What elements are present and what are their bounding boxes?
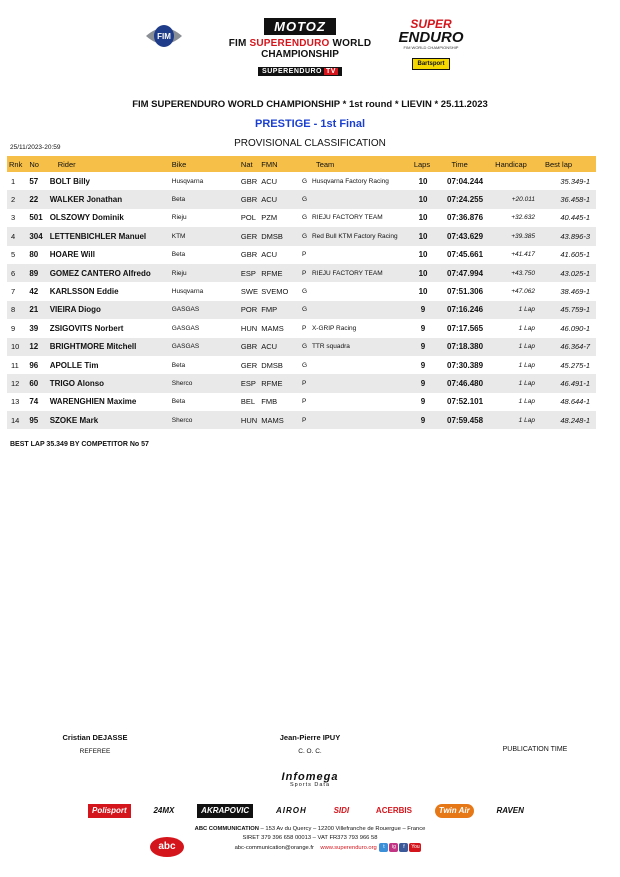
time-cell: 07:30.389 — [447, 360, 484, 370]
table-row — [7, 374, 596, 392]
rank-cell: 4 — [7, 227, 27, 245]
best-lap-cell: 46.090-1 — [560, 323, 590, 333]
team-cell — [300, 227, 412, 245]
sponsor-24mx: 24MX — [153, 806, 175, 815]
number-cell: 74 — [29, 397, 39, 407]
nat-cell: POR — [239, 301, 259, 319]
team-cell — [300, 172, 412, 190]
handicap-cell: +47.062 — [511, 288, 535, 296]
best-lap-cell: 43.896-3 — [537, 227, 596, 245]
bike-cell: KTM — [170, 227, 239, 245]
championship-brand — [200, 18, 400, 78]
category-letter: P — [301, 379, 307, 387]
laps-cell: 9 — [412, 374, 434, 392]
col-bike: Bike — [170, 156, 239, 172]
fmn-cell: ACU — [261, 176, 278, 186]
category-letter: P — [301, 416, 307, 424]
col-no: No — [27, 156, 47, 172]
bike-cell: GASGAS — [170, 301, 239, 319]
table-row — [7, 338, 596, 356]
sponsor-twin-air: Twin Air — [435, 804, 474, 818]
nat-cell: GER — [240, 360, 258, 370]
laps-cell: 9 — [412, 338, 434, 356]
rider-cell: WALKER Jonathan — [48, 190, 170, 208]
fmn-cell: RFME — [259, 374, 300, 392]
table-row — [7, 411, 596, 429]
handicap-cell: 1 Lap — [485, 411, 537, 429]
footer-line3 — [150, 843, 470, 853]
footer-company: ABC COMMUNICATION — [194, 826, 259, 832]
col-rnk: Rnk — [7, 156, 27, 172]
time-cell: 07:43.629 — [434, 227, 485, 245]
handicap-cell: 1 Lap — [485, 301, 537, 319]
team-cell — [300, 356, 412, 374]
category-letter: P — [301, 324, 307, 332]
table-row — [7, 282, 596, 300]
team-cell — [300, 190, 412, 208]
rider-cell: OLSZOWY Dominik — [49, 213, 124, 223]
rider-cell: BOLT Billy — [49, 176, 90, 186]
sponsor-sidi: SIDI — [333, 806, 350, 815]
rider-cell: KARLSSON Eddie — [49, 287, 119, 297]
number-cell: 12 — [27, 338, 47, 356]
fmn-cell: RFME — [259, 264, 300, 282]
referee-role: REFEREE — [79, 748, 111, 755]
rider-cell: SZOKE Mark — [48, 411, 170, 429]
fmn-cell: FMB — [261, 397, 278, 407]
time-cell: 07:51.306 — [447, 287, 484, 297]
bike-cell: Rieju — [170, 264, 239, 282]
number-cell: 95 — [27, 411, 47, 429]
rider-cell: GOMEZ CANTERO Alfredo — [48, 264, 170, 282]
rider-cell: HOARE Will — [49, 250, 95, 260]
team-name: Red Bull KTM Factory Racing — [311, 232, 398, 240]
bike-cell: Beta — [171, 251, 186, 259]
team-name: X-GRIP Racing — [311, 324, 357, 332]
bike-cell: Beta — [171, 398, 186, 406]
handicap-cell: +39.385 — [485, 227, 537, 245]
table-row — [7, 393, 596, 411]
rider-cell: VIEIRA Diogo — [48, 301, 170, 319]
publication-time: PUBLICATION TIME — [502, 746, 568, 753]
bike-cell: Sherco — [170, 374, 239, 392]
number-cell: 80 — [29, 250, 39, 260]
referee-name: Cristian DEJASSE — [62, 733, 128, 742]
handicap-cell: 1 Lap — [485, 374, 537, 392]
number-cell: 96 — [29, 360, 39, 370]
fmn-cell: SVEMO — [261, 287, 289, 297]
footer-line2: SIRET 379 396 658 00013 – VAT FR373 793 966 58 — [242, 835, 378, 841]
tv-tag-red: TV — [326, 68, 336, 75]
team-cell — [300, 282, 412, 300]
handicap-cell: 1 Lap — [518, 324, 535, 332]
nat-cell: GBR — [240, 250, 258, 260]
event-title: FIM SUPERENDURO WORLD CHAMPIONSHIP * 1st round * LIEVIN * 25.11.2023 — [132, 99, 488, 110]
laps-cell: 9 — [420, 397, 426, 407]
table-row — [7, 356, 596, 374]
footer-email[interactable]: abc-communication@orange.fr — [234, 845, 314, 852]
superenduro-logo — [398, 18, 464, 70]
laps-cell: 10 — [412, 227, 434, 245]
number-cell: 57 — [29, 176, 39, 186]
table-row — [7, 227, 596, 245]
rank-cell: 5 — [11, 250, 16, 260]
table-row — [7, 190, 596, 208]
bike-cell: Beta — [171, 361, 186, 369]
team-cell — [300, 338, 412, 356]
number-cell: 89 — [27, 264, 47, 282]
rank-cell: 10 — [7, 338, 27, 356]
nat-cell: GBR — [240, 176, 258, 186]
category-letter: G — [301, 343, 308, 351]
race-title: PRESTIGE - 1st Final — [254, 118, 366, 130]
bike-cell: Husqvarna — [171, 288, 204, 296]
category-letter: G — [301, 177, 308, 185]
handicap-cell: 1 Lap — [518, 361, 535, 369]
rank-cell: 1 — [11, 176, 16, 186]
team-cell — [300, 411, 412, 429]
se-logo-word1: SUPER — [410, 17, 452, 31]
rank-cell: 8 — [7, 301, 27, 319]
col-rider: Rider — [48, 156, 170, 172]
team-name: TTR squadra — [311, 343, 350, 351]
laps-cell: 9 — [420, 323, 426, 333]
sponsor-airoh: AIROH — [275, 806, 307, 815]
abc-logo: abc — [150, 837, 184, 857]
fmn-cell: DMSB — [259, 227, 300, 245]
handicap-cell: 1 Lap — [518, 398, 535, 406]
category-letter: P — [301, 398, 307, 406]
fim-logo-text: FIM — [157, 32, 171, 41]
best-lap-cell: 36.458-1 — [537, 190, 596, 208]
bike-cell: Beta — [170, 190, 239, 208]
best-lap-cell: 45.759-1 — [537, 301, 596, 319]
bartsport-logo: Bartsport — [412, 58, 449, 70]
team-name: Husqvarna Factory Racing — [311, 177, 389, 185]
category-letter: P — [301, 251, 307, 259]
laps-cell: 10 — [418, 250, 428, 260]
number-cell: 501 — [29, 213, 43, 223]
category-letter: G — [301, 306, 308, 314]
team-cell — [300, 264, 412, 282]
bike-cell: Husqvarna — [171, 177, 204, 185]
category-letter: P — [301, 269, 307, 277]
facebook-icon[interactable]: f — [399, 843, 408, 852]
laps-cell: 9 — [420, 360, 426, 370]
sponsor-akrapovic: AKRAPOVIC — [197, 804, 253, 818]
rank-cell: 7 — [11, 287, 16, 297]
tv-tag-text: SUPERENDURO — [262, 68, 322, 75]
classification-label: PROVISIONAL CLASSIFICATION — [234, 138, 386, 149]
time-cell: 07:04.244 — [447, 176, 484, 186]
handicap-cell — [485, 172, 537, 190]
fmn-cell: MAMS — [259, 411, 300, 429]
coc-name: Jean-Pierre IPUY — [279, 733, 341, 742]
superenduro-tv-logo — [258, 67, 342, 76]
rank-cell: 3 — [11, 213, 16, 223]
nat-cell: GBR — [239, 338, 259, 356]
rank-cell: 11 — [11, 360, 19, 370]
bike-cell: Rieju — [171, 214, 187, 222]
time-cell: 07:46.480 — [434, 374, 485, 392]
handicap-cell: 1 Lap — [485, 338, 537, 356]
handicap-cell: +41.417 — [511, 251, 535, 259]
col-handicap: Handicap — [485, 156, 537, 172]
number-cell: 21 — [27, 301, 47, 319]
nat-cell: GBR — [239, 190, 259, 208]
laps-cell: 9 — [412, 301, 434, 319]
rider-cell: BRIGHTMORE Mitchell — [48, 338, 170, 356]
se-logo-word3: FIM WORLD CHAMPIONSHIP — [403, 45, 459, 50]
se-logo-word2: ENDURO — [398, 29, 464, 46]
team-cell — [300, 393, 412, 411]
nat-cell: SWE — [240, 287, 259, 297]
number-cell: 42 — [29, 287, 39, 297]
nat-cell: ESP — [239, 264, 259, 282]
rider-cell: WARENGHIEN Maxime — [49, 397, 137, 407]
footer-address: – 153 Av du Quercy – 12200 Villefranche de Rouergue – France — [258, 826, 426, 832]
best-lap-cell: 48.644-1 — [560, 397, 590, 407]
handicap-cell: +20.011 — [485, 190, 537, 208]
time-cell: 07:17.565 — [447, 323, 484, 333]
col-team: Team — [300, 156, 412, 172]
table-row — [7, 246, 596, 264]
team-cell — [300, 374, 412, 392]
rank-cell: 13 — [11, 397, 20, 407]
coc-signature — [255, 733, 365, 755]
number-cell: 22 — [27, 190, 47, 208]
col-nat: Nat — [239, 156, 259, 172]
rank-cell: 9 — [11, 323, 16, 333]
nat-cell: BEL — [240, 397, 256, 407]
laps-cell: 10 — [412, 190, 434, 208]
brand-line2: CHAMPIONSHIP — [261, 49, 339, 60]
fmn-cell: ACU — [259, 190, 300, 208]
fmn-cell: MAMS — [261, 323, 284, 333]
number-cell: 304 — [27, 227, 47, 245]
sponsor-strip — [88, 803, 528, 819]
results-body — [7, 172, 596, 429]
team-cell — [300, 301, 412, 319]
sponsor-polisport: Polisport — [88, 804, 131, 818]
time-cell: 07:52.101 — [447, 397, 484, 407]
nat-cell: GER — [239, 227, 259, 245]
motoz-logo: MOTOZ — [264, 18, 336, 35]
referee-signature — [40, 733, 150, 755]
team-cell — [300, 319, 412, 337]
team-cell — [300, 246, 412, 264]
table-row — [7, 319, 596, 337]
laps-cell: 10 — [418, 213, 428, 223]
category-letter: G — [301, 196, 308, 204]
rider-cell: ZSIGOVITS Norbert — [49, 323, 124, 333]
results-table — [7, 156, 596, 429]
best-lap-cell: 46.364-7 — [537, 338, 596, 356]
laps-cell: 9 — [412, 411, 434, 429]
table-row — [7, 301, 596, 319]
infomega-name: Infomega — [281, 771, 339, 783]
table-row — [7, 172, 596, 190]
brand-line1-prefix: FIM — [228, 38, 250, 49]
best-lap-cell: 46.491-1 — [537, 374, 596, 392]
time-cell: 07:45.661 — [447, 250, 484, 260]
nat-cell: HUN — [240, 323, 258, 333]
timestamp: 25/11/2023-20:59 — [10, 144, 61, 151]
number-cell: 39 — [29, 323, 39, 333]
fim-logo — [142, 20, 186, 52]
table-row — [7, 264, 596, 282]
bike-cell: GASGAS — [170, 338, 239, 356]
instagram-icon[interactable]: ig — [389, 843, 398, 852]
rank-cell: 14 — [7, 411, 27, 429]
infomega-logo — [0, 771, 620, 788]
team-name: RIEJU FACTORY TEAM — [311, 269, 383, 277]
handicap-cell: +32.632 — [511, 214, 535, 222]
sponsor-acerbis: ACERBIS — [375, 806, 412, 815]
nat-cell: HUN — [239, 411, 259, 429]
col-best-lap: Best lap — [537, 156, 596, 172]
brand-line1-red: SUPERENDURO — [249, 38, 330, 49]
fmn-cell: ACU — [261, 250, 278, 260]
rider-cell: LETTENBICHLER Manuel — [48, 227, 170, 245]
nat-cell: POL — [240, 213, 256, 223]
laps-cell: 10 — [412, 264, 434, 282]
best-lap-cell: 35.349-1 — [560, 176, 590, 186]
rider-cell: APOLLE Tim — [49, 360, 99, 370]
table-row — [7, 209, 596, 227]
bike-cell: GASGAS — [171, 324, 200, 332]
time-cell: 07:24.255 — [434, 190, 485, 208]
category-letter: G — [301, 288, 308, 296]
number-cell: 60 — [27, 374, 47, 392]
footer-website[interactable]: www.superenduro.org — [320, 845, 377, 852]
time-cell: 07:59.458 — [434, 411, 485, 429]
team-cell — [300, 209, 412, 227]
category-letter: G — [301, 361, 308, 369]
time-cell: 07:47.994 — [434, 264, 485, 282]
brand-line1 — [200, 38, 400, 49]
best-lap-cell: 43.025-1 — [537, 264, 596, 282]
rank-cell: 6 — [7, 264, 27, 282]
rank-cell: 2 — [7, 190, 27, 208]
best-lap-cell: 41.605-1 — [560, 250, 590, 260]
laps-cell: 10 — [418, 176, 428, 186]
handicap-cell: +43.750 — [485, 264, 537, 282]
col-time: Time — [434, 156, 485, 172]
coc-role: C. O. C. — [298, 748, 322, 755]
table-header — [7, 156, 596, 172]
footer-line1 — [150, 825, 470, 834]
brand-line1-suffix: WORLD — [329, 38, 372, 49]
col-laps: Laps — [412, 156, 434, 172]
twitter-icon[interactable]: t — [379, 843, 388, 852]
rider-cell: TRIGO Alonso — [48, 374, 170, 392]
nat-cell: ESP — [239, 374, 259, 392]
youtube-icon[interactable]: You — [411, 844, 420, 850]
sponsor-raven: RAVEN — [496, 806, 524, 815]
best-lap-cell: 38.469-1 — [560, 287, 590, 297]
col-fmn: FMN — [259, 156, 300, 172]
fmn-cell: ACU — [259, 338, 300, 356]
bike-cell: Sherco — [170, 411, 239, 429]
category-letter: G — [301, 232, 308, 240]
fmn-cell: FMP — [259, 301, 300, 319]
team-name: RIEJU FACTORY TEAM — [311, 214, 383, 222]
best-lap-cell: 48.248-1 — [537, 411, 596, 429]
fmn-cell: DMSB — [261, 360, 283, 370]
infomega-sub: Sports Data — [289, 782, 331, 788]
time-cell: 07:36.876 — [447, 213, 484, 223]
best-lap-note: BEST LAP 35.349 BY COMPETITOR No 57 — [10, 441, 149, 448]
best-lap-cell: 45.275-1 — [560, 360, 590, 370]
category-letter: G — [301, 214, 308, 222]
laps-cell: 10 — [418, 287, 428, 297]
best-lap-cell: 40.445-1 — [560, 213, 590, 223]
fmn-cell: PZM — [261, 213, 278, 223]
time-cell: 07:18.380 — [434, 338, 485, 356]
time-cell: 07:16.246 — [434, 301, 485, 319]
rank-cell: 12 — [7, 374, 27, 392]
footer-lines — [150, 825, 470, 853]
